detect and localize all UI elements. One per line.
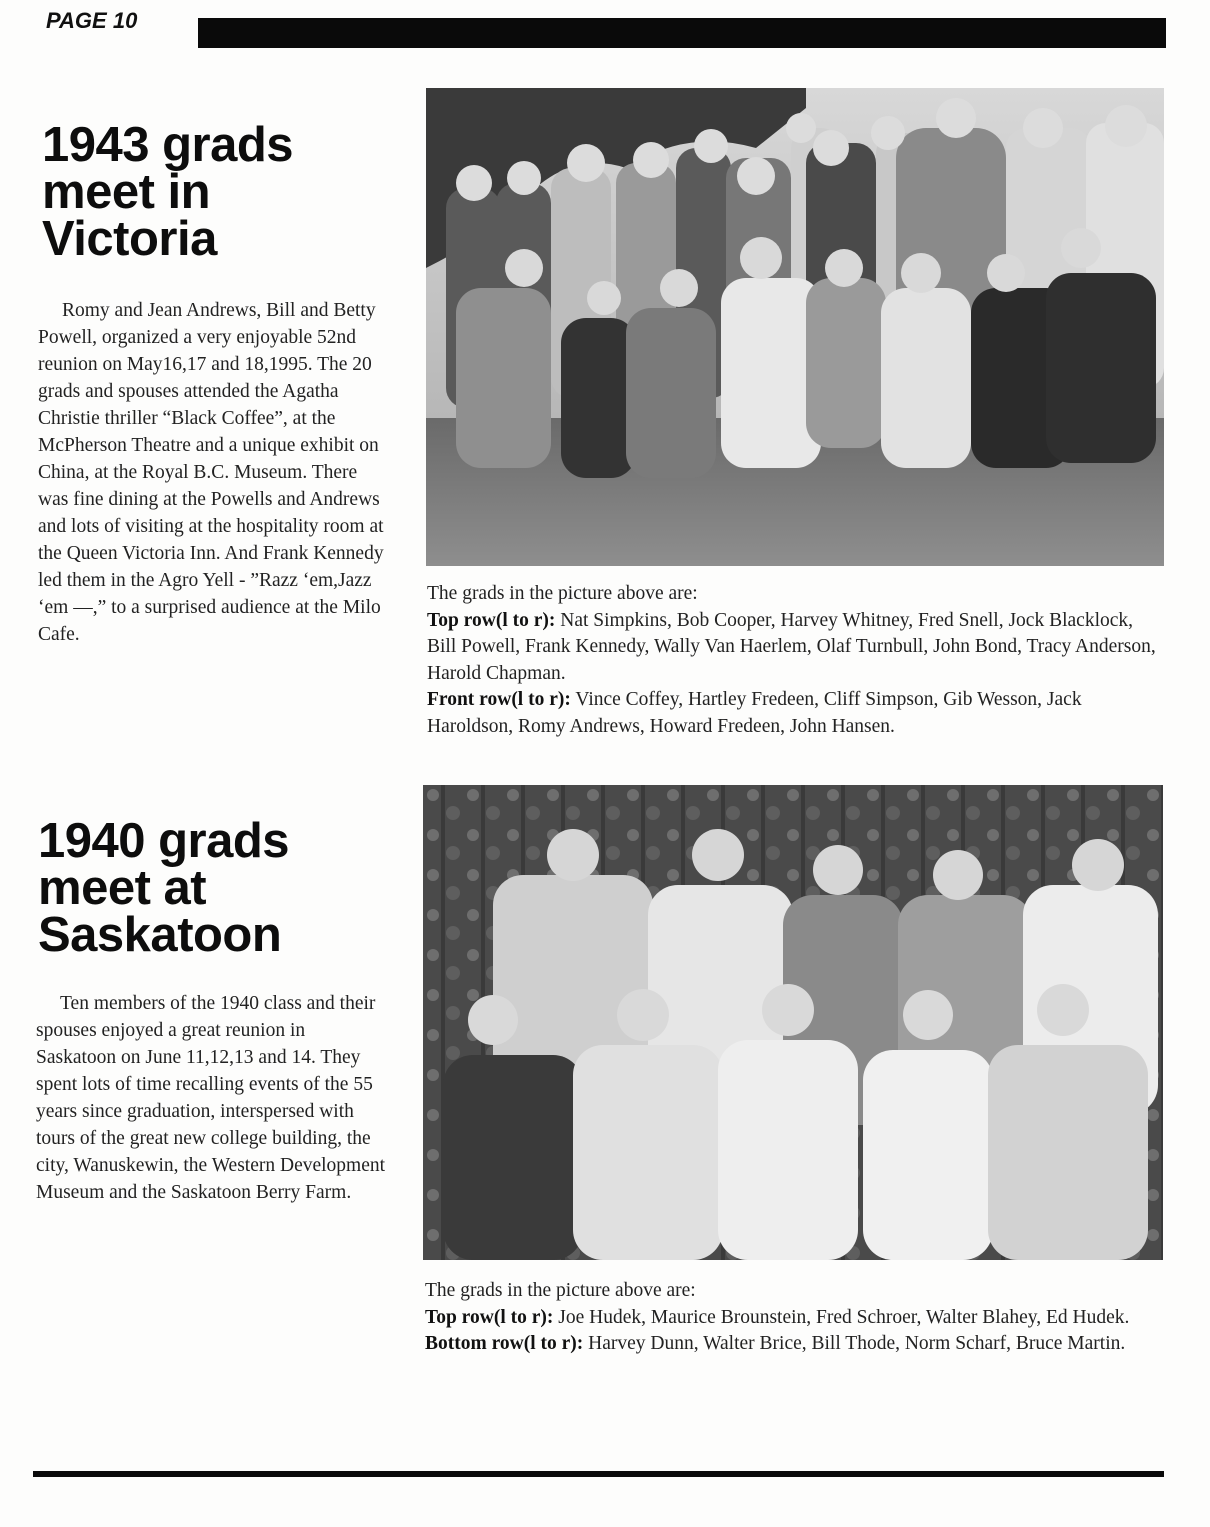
caption-row-label: Front row(l to r):: [427, 689, 571, 710]
group-photo-image: [423, 785, 1163, 1260]
article1-headline: [42, 118, 294, 266]
caption-row-names: Vince Coffey, Hartley Fredeen, Cliff Simpson, Gib Wesson, Jack Haroldson, Romy Andrews, Howard Fredeen, John Hansen.: [427, 689, 1082, 737]
headline-line: meet in: [42, 165, 211, 219]
article2-caption: [425, 1278, 1165, 1358]
caption-intro: The grads in the picture above are:: [425, 1280, 696, 1301]
caption-row-label: Bottom row(l to r):: [425, 1333, 584, 1354]
article2-group-photo: [423, 785, 1163, 1260]
headline-line: Saskatoon: [38, 908, 282, 962]
article2-body: Ten members of the 1940 class and their spouses enjoyed a great reunion in Saskatoon on June 11,12,13 and 14. They spent lots of time recalling events of the 55 years since graduation, interspersed with tours of the great new college building, the city, Wanuskewin, the Western Development Museum and the Saskatoon Berry Farm.: [36, 993, 386, 1203]
article2-headline: [38, 814, 290, 962]
header-bar: [198, 18, 1166, 48]
headline-line: meet at: [38, 861, 207, 915]
headline-line: 1943 grads: [42, 118, 294, 172]
caption-row-names: Joe Hudek, Maurice Brounstein, Fred Schroer, Walter Blahey, Ed Hudek.: [558, 1306, 1130, 1328]
page-number: PAGE 10: [46, 8, 138, 33]
footer-rule: [33, 1471, 1164, 1477]
caption-row-names: Nat Simpkins, Bob Cooper, Harvey Whitney, Fred Snell, Jock Blacklock, Bill Powell, Frank Kennedy, Wally Van Haerlem, Olaf Turnbull, John Bond, Tracy Anderson, Harold Chapman.: [427, 609, 1156, 684]
article1-body: Romy and Jean Andrews, Bill and Betty Powell, organized a very enjoyable 52nd reunion on May16,17 and 18,1995. The 20 grads and spouses attended the Agatha Christie thriller “Black Coffee”, at the McPherson Theatre and a unique exhibit on China, at the Royal B.C. Museum. There was fine dining at the Powells and Andrews and lots of visiting at the hospitality room at the Queen Victoria Inn. And Frank Kennedy led them in the Agro Yell - ”Razz ‘em,Jazz ‘em —,” to a surprised audience at the Milo Cafe.: [38, 300, 384, 645]
headline-line: 1940 grads: [38, 814, 290, 868]
caption-intro: The grads in the picture above are:: [427, 583, 698, 604]
caption-row-names: Harvey Dunn, Walter Brice, Bill Thode, Norm Scharf, Bruce Martin.: [588, 1333, 1126, 1354]
caption-row-label: Top row(l to r):: [427, 609, 556, 631]
group-photo-image: [426, 88, 1164, 566]
headline-line: Victoria: [42, 212, 217, 266]
article1-group-photo: [426, 88, 1164, 566]
article1-caption: [427, 581, 1167, 740]
caption-row-label: Top row(l to r):: [425, 1306, 554, 1328]
